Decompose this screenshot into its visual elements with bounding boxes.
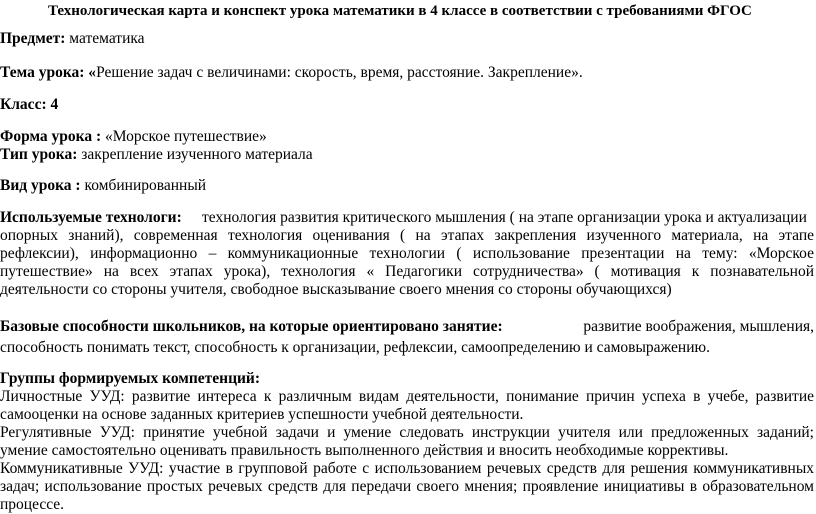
competencies-line-1: Личностные УУД: развитие интереса к различным видам деятельности, понимание причин успеха в учебе, развитие bbox=[0, 388, 814, 405]
kind-label: Вид урока : bbox=[0, 177, 81, 194]
subject-value: математика bbox=[65, 30, 145, 47]
technologies-line-1 bbox=[0, 209, 814, 227]
type-value: закрепление изученного материала bbox=[77, 146, 313, 163]
form-label: Форма урока : bbox=[0, 128, 102, 145]
competencies-line-2: самооценки на основе заданных критериев успешности учебной деятельности. bbox=[0, 406, 524, 423]
competencies-line-6: задач; использование простых речевых средств для передачи своего мнения; проявление инициативы в образовательном bbox=[0, 478, 814, 495]
topic-line bbox=[0, 64, 583, 82]
abilities-line-1 bbox=[0, 318, 814, 336]
grade-line bbox=[0, 96, 58, 114]
technologies-line-3: рефлексии), информационно – коммуникационные технологии ( использование презентации на тему: «Морское bbox=[0, 245, 814, 262]
kind-line bbox=[0, 177, 206, 195]
kind-value: комбинированный bbox=[80, 177, 207, 194]
competencies-heading: Группы формируемых компетенций: bbox=[0, 370, 261, 387]
technologies-text-1: технология развития критического мышления ( на этапе организации урока и актуализации bbox=[202, 209, 807, 226]
competencies-line-5: Коммуникативные УУД: участие в групповой работе с использованием речевых средств для решения коммуникативных bbox=[0, 460, 814, 477]
document-title: Технологическая карта и конспект урока математики в 4 классе в соответствии с требованиями ФГОС bbox=[48, 3, 752, 19]
competencies-line-3: Регулятивные УУД: принятие учебной задачи и умение следовать инструкции учителя или предложенных заданий; bbox=[0, 424, 814, 441]
technologies-line-2: опорных знаний), современная технология оценивания ( на этапах закрепления изученного материала, на этапе bbox=[0, 227, 814, 244]
type-line bbox=[0, 146, 313, 164]
form-line bbox=[0, 128, 267, 146]
subject-label: Предмет: bbox=[0, 30, 66, 47]
abilities-line-2: способность понимать текст, способность к организации, рефлексии, самоопределению и самовыражению. bbox=[0, 339, 710, 356]
competencies-line-4: умение самостоятельно оценивать правильность выполненного действия и вносить необходимые коррективы. bbox=[0, 442, 729, 459]
competencies-line-7: процессе. bbox=[0, 496, 65, 513]
technologies-label: Используемые технологи: bbox=[0, 209, 182, 226]
topic-value: Решение задач с величинами: скорость, время, расстояние. Закрепление». bbox=[96, 64, 583, 81]
type-label: Тип урока: bbox=[0, 146, 78, 163]
grade-label: Класс: 4 bbox=[0, 96, 59, 113]
abilities-text-1: развитие воображения, мышления, bbox=[583, 318, 814, 335]
technologies-line-5: деятельности со стороны учителя, свободное высказывание своего мнения со стороны обучающихся) bbox=[0, 281, 672, 298]
abilities-label: Базовые способности школьников, на которые ориентировано занятие: bbox=[0, 318, 503, 335]
technologies-line-4: путешествие» на всех этапах урока), технология « Педагогики сотрудничества» ( мотивация к познавательной bbox=[0, 263, 814, 280]
subject-line bbox=[0, 30, 145, 48]
topic-label: Тема урока: « bbox=[0, 64, 97, 81]
form-value: «Морское путешествие» bbox=[101, 128, 267, 145]
